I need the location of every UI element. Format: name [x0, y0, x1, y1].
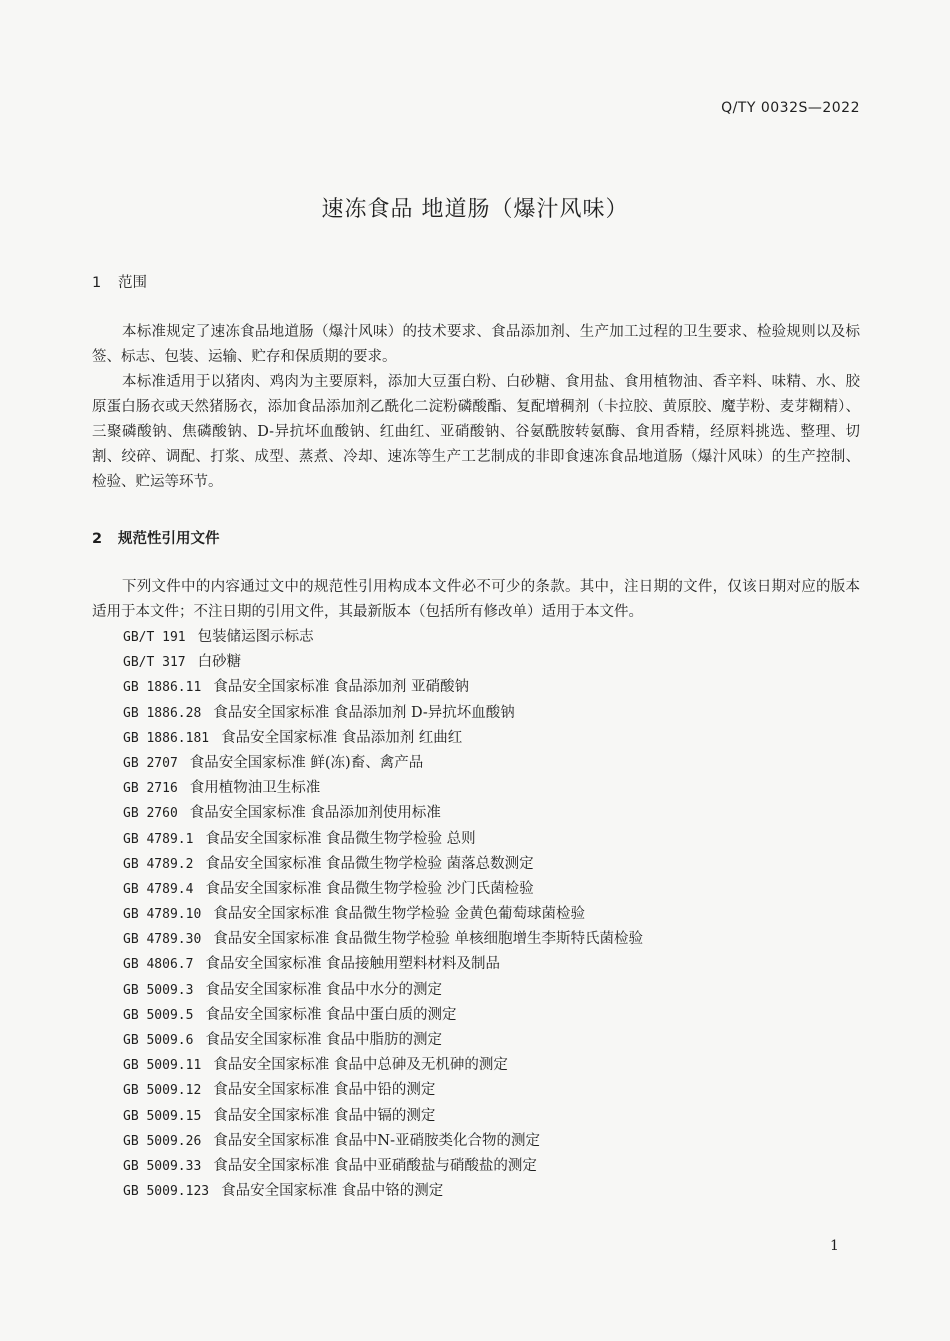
reference-item — [123, 751, 863, 776]
reference-item — [123, 1003, 863, 1028]
reference-item — [123, 827, 863, 852]
section-1-heading — [92, 271, 147, 292]
reference-code: GB 5009.15 — [123, 1108, 202, 1124]
reference-code: GB 5009.123 — [123, 1184, 210, 1200]
reference-item — [123, 701, 863, 726]
reference-item — [123, 1028, 863, 1053]
reference-item — [123, 1104, 863, 1129]
reference-item — [123, 978, 863, 1003]
reference-title: 食品安全国家标准 食品微生物学检验 金黄色葡萄球菌检验 — [213, 906, 585, 923]
reference-title: 食品安全国家标准 食品添加剂 D-异抗坏血酸钠 — [213, 704, 515, 721]
reference-title: 食品安全国家标准 食品中总砷及无机砷的测定 — [213, 1057, 508, 1074]
reference-item — [123, 1154, 863, 1179]
reference-title: 食品安全国家标准 食品添加剂 红曲红 — [221, 729, 463, 746]
reference-code: GB 5009.5 — [123, 1007, 194, 1023]
reference-item — [123, 625, 863, 650]
reference-item — [123, 801, 863, 826]
reference-title: 白砂糖 — [197, 654, 242, 671]
scope-paragraph-1: 本标准规定了速冻食品地道肠（爆汁风味）的技术要求、食品添加剂、生产加工过程的卫生要求、检验规则以及标签、标志、包装、运输、贮存和保质期的要求。 — [92, 324, 860, 365]
reference-code: GB 5009.11 — [123, 1058, 202, 1074]
document-title: 速冻食品 地道肠（爆汁风味） — [321, 197, 629, 222]
page-number: 1 — [830, 1238, 839, 1254]
reference-title: 食品安全国家标准 食品微生物学检验 沙门氏菌检验 — [205, 880, 534, 897]
reference-code: GB 5009.26 — [123, 1133, 202, 1149]
reference-item — [123, 852, 863, 877]
reference-item — [123, 776, 863, 801]
reference-title: 食品安全国家标准 鲜(冻)畜、禽产品 — [189, 754, 424, 771]
section-number: 1 — [92, 275, 102, 291]
reference-code: GB 5009.12 — [123, 1083, 202, 1099]
reference-title: 包装储运图示标志 — [197, 629, 314, 645]
reference-code: GB 4806.7 — [123, 957, 194, 973]
reference-code: GB 1886.11 — [123, 680, 202, 696]
document-code: Q/TY 0032S—2022 — [721, 100, 860, 116]
reference-code: GB 1886.181 — [123, 730, 210, 746]
reference-code: GB 4789.2 — [123, 856, 194, 872]
reference-title: 食用植物油卫生标准 — [189, 780, 321, 797]
reference-item — [123, 1179, 863, 1204]
reference-item — [123, 877, 863, 902]
reference-item — [123, 1078, 863, 1103]
reference-code: GB 2760 — [123, 806, 178, 822]
reference-item — [123, 1129, 863, 1154]
reference-title: 食品安全国家标准 食品添加剂使用标准 — [189, 805, 441, 822]
reference-title: 食品安全国家标准 食品中脂肪的测定 — [205, 1032, 443, 1048]
reference-code: GB/T 317 — [123, 655, 186, 671]
reference-title: 食品安全国家标准 食品中亚硝酸盐与硝酸盐的测定 — [213, 1157, 537, 1174]
reference-item — [123, 675, 863, 700]
reference-code: GB 4789.30 — [123, 932, 202, 948]
reference-code: GB 4789.4 — [123, 881, 194, 897]
reference-title: 食品安全国家标准 食品中蛋白质的测定 — [205, 1006, 457, 1023]
reference-title: 食品安全国家标准 食品接触用塑料材料及制品 — [205, 956, 501, 973]
reference-title: 食品安全国家标准 食品中水分的测定 — [205, 981, 443, 998]
reference-code: GB 2716 — [123, 781, 178, 797]
reference-item — [123, 902, 863, 927]
reference-title: 食品安全国家标准 食品中铬的测定 — [221, 1183, 444, 1200]
reference-title: 食品安全国家标准 食品微生物学检验 总则 — [205, 830, 476, 847]
normative-references-list — [123, 625, 863, 1204]
section-number: 2 — [92, 531, 103, 547]
reference-code: GB 5009.6 — [123, 1033, 194, 1048]
reference-title: 食品安全国家标准 食品中铅的测定 — [213, 1082, 436, 1099]
reference-item — [123, 952, 863, 977]
reference-title: 食品安全国家标准 食品微生物学检验 单核细胞增生李斯特氏菌检验 — [213, 931, 643, 948]
section-title: 范围 — [118, 275, 147, 291]
references-intro-paragraph: 下列文件中的内容通过文中的规范性引用构成本文件必不可少的条款。其中，注日期的文件，仅该日期对应的版本适用于本文件；不注日期的引用文件，其最新版本（包括所有修改单）适用于本文件。 — [92, 579, 860, 620]
reference-item — [123, 1053, 863, 1078]
section-title: 规范性引用文件 — [118, 531, 220, 547]
reference-code: GB 5009.33 — [123, 1158, 202, 1174]
reference-item — [123, 927, 863, 952]
reference-code: GB 2707 — [123, 755, 178, 771]
reference-title: 食品安全国家标准 食品中镉的测定 — [213, 1107, 436, 1124]
reference-code: GB 4789.1 — [123, 831, 194, 847]
reference-code: GB 4789.10 — [123, 907, 202, 923]
reference-code: GB 1886.28 — [123, 705, 202, 721]
reference-item — [123, 650, 863, 675]
reference-code: GB/T 191 — [123, 630, 186, 645]
reference-title: 食品安全国家标准 食品添加剂 亚硝酸钠 — [213, 679, 469, 696]
section-2-heading — [92, 527, 220, 548]
reference-code: GB 5009.3 — [123, 982, 194, 998]
reference-item — [123, 726, 863, 751]
scope-paragraph-2: 本标准适用于以猪肉、鸡肉为主要原料，添加大豆蛋白粉、白砂糖、食用盐、食用植物油、香辛料、味精、水、胶原蛋白肠衣或天然猪肠衣，添加食品添加剂乙酰化二淀粉磷酸酯、复配增稠剂（卡拉胶、黄原胶、魔芋粉、麦芽糊精）、三聚磷酸钠、焦磷酸钠、D-异抗坏血酸钠、红曲红、亚硝酸钠、谷氨酰胺转氨酶、食用香精，经原料挑选、整理、切割、绞碎、调配、打浆、成型、蒸煮、冷却、速冻等生产工艺制成的非即食速冻食品地道肠（爆汁风味）的生产控制、检验、贮运等环节。 — [92, 374, 860, 490]
reference-title: 食品安全国家标准 食品微生物学检验 菌落总数测定 — [205, 855, 534, 872]
reference-title: 食品安全国家标准 食品中N-亚硝胺类化合物的测定 — [213, 1132, 540, 1149]
